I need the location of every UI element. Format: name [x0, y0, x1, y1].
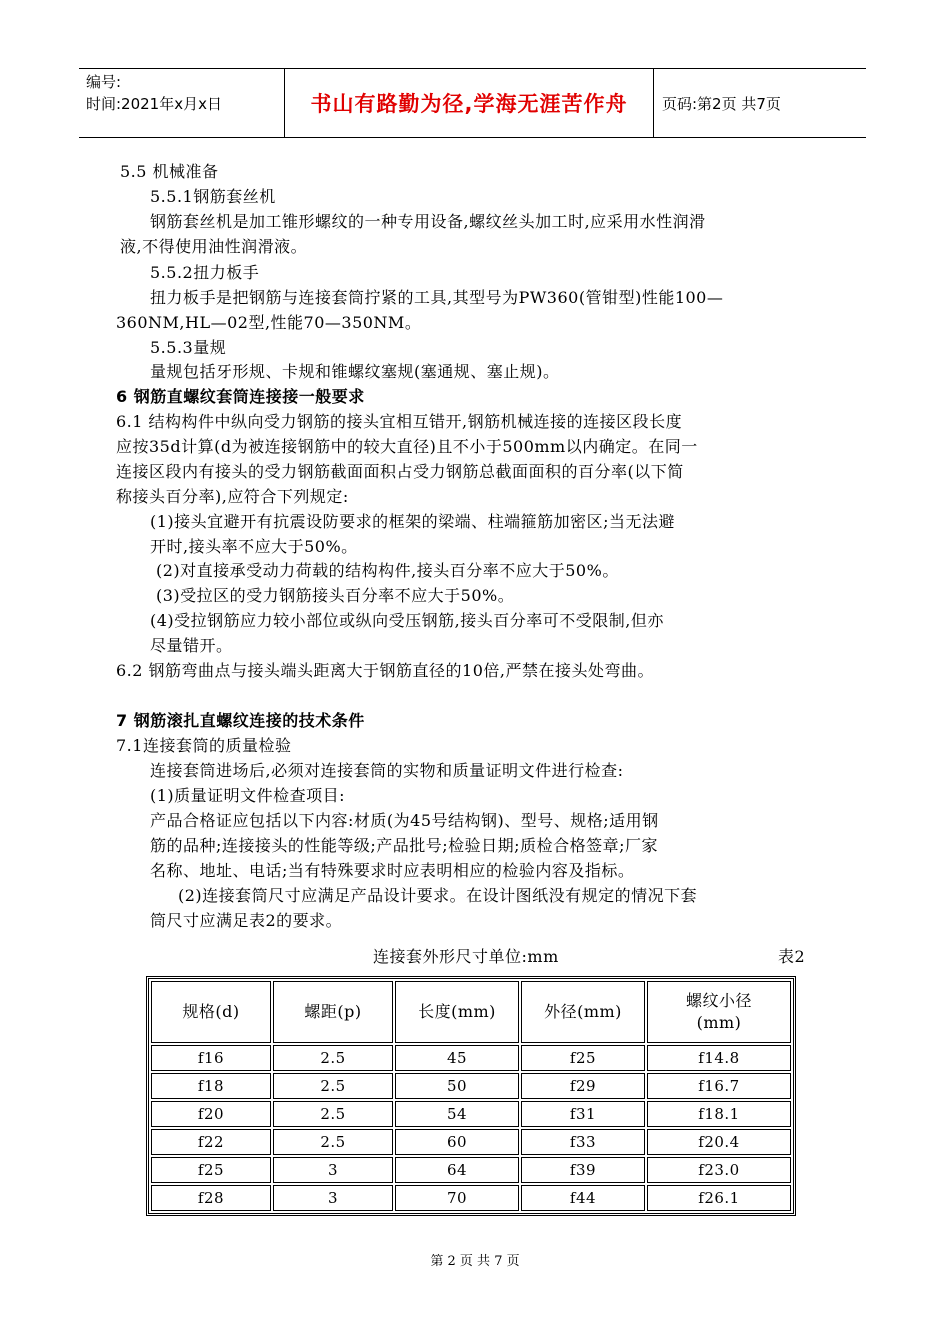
header-cell-line: 螺纹小径 [685, 991, 752, 1010]
table-cell: 70 [395, 1185, 519, 1211]
table-header-row [151, 981, 791, 1043]
table-cell: 3 [273, 1185, 393, 1211]
header-motto: 书山有路勤为径,学海无涯苦作舟 [284, 69, 654, 137]
table-cell: 64 [395, 1157, 519, 1183]
paragraph-line: 连接区段内有接头的受力钢筋截面面积占受力钢筋总截面面积的百分率(以下简 [116, 462, 684, 481]
table-cell: f20.4 [647, 1129, 791, 1155]
table-cell: f20 [151, 1101, 271, 1127]
table-cell: 50 [395, 1073, 519, 1099]
header-cell-line: (mm) [696, 1013, 742, 1032]
paragraph-line: 称接头百分率),应符合下列规定: [116, 487, 349, 506]
table-cell: 54 [395, 1101, 519, 1127]
header-page-label: 页码:第2页 共7页 [662, 94, 781, 113]
header-meta [79, 69, 284, 137]
table-cell: f44 [521, 1185, 645, 1211]
table-cell: f23.0 [647, 1157, 791, 1183]
table-row [151, 1157, 791, 1183]
table-cell: f18 [151, 1073, 271, 1099]
table-row [151, 1073, 791, 1099]
paragraph-line: 名称、地址、电话;当有特殊要求时应表明相应的检验内容及指标。 [150, 861, 635, 880]
paragraph-line: 钢筋套丝机是加工锥形螺纹的一种专用设备,螺纹丝头加工时,应采用水性润滑 [150, 212, 706, 231]
subsection-5-5-3: 5.5.3量规 [150, 338, 227, 357]
paragraph-line: (1)质量证明文件检查项目: [150, 786, 346, 805]
table-row [151, 1129, 791, 1155]
table-cell: f25 [151, 1157, 271, 1183]
table-row [151, 1185, 791, 1211]
sleeve-dimension-table [146, 976, 796, 1216]
table-row [151, 1045, 791, 1071]
table-cell: 2.5 [273, 1129, 393, 1155]
list-item: (1)接头宜避开有抗震设防要求的框架的梁端、柱端箍筋加密区;当无法避 [150, 512, 676, 531]
list-item: (2)对直接承受动力荷载的结构构件,接头百分率不应大于50%。 [156, 561, 619, 580]
header-cell: 规格(d) [151, 981, 271, 1043]
list-item: 开时,接头率不应大于50%。 [150, 537, 358, 556]
table-cell: 2.5 [273, 1073, 393, 1099]
paragraph-line: 筒尺寸应满足表2的要求。 [150, 911, 343, 930]
header-cell [647, 981, 791, 1043]
table-cell: 60 [395, 1129, 519, 1155]
table-number: 表2 [778, 947, 806, 966]
table-cell: f14.8 [647, 1045, 791, 1071]
list-item: 尽量错开。 [150, 636, 233, 655]
section-5-5-heading: 5.5 机械准备 [120, 162, 219, 181]
list-item: (3)受拉区的受力钢筋接头百分率不应大于50%。 [156, 586, 515, 605]
table-cell: f29 [521, 1073, 645, 1099]
paragraph-line: 6.2 钢筋弯曲点与接头端头距离大于钢筋直径的10倍,严禁在接头处弯曲。 [116, 661, 654, 680]
paragraph-line: 液,不得使用油性润滑液。 [120, 237, 308, 256]
subsection-5-5-1: 5.5.1钢筋套丝机 [150, 187, 276, 206]
paragraph-line: 产品合格证应包括以下内容:材质(为45号结构钢)、型号、规格;适用钢 [150, 811, 659, 830]
time-label: 时间:2021年x月x日 [86, 95, 222, 113]
paragraph-line: 量规包括牙形规、卡规和锥螺纹塞规(塞通规、塞止规)。 [150, 362, 560, 381]
table-cell: 2.5 [273, 1045, 393, 1071]
subsection-5-5-2: 5.5.2扭力板手 [150, 263, 260, 282]
number-label: 编号: [86, 73, 122, 91]
table-cell: f18.1 [647, 1101, 791, 1127]
table-cell: f39 [521, 1157, 645, 1183]
table-caption: 连接套外形尺寸单位:mm [373, 947, 559, 966]
paragraph-line: 360NM,HL—02型,性能70—350NM。 [116, 313, 422, 332]
table-cell: f16.7 [647, 1073, 791, 1099]
table-cell: f22 [151, 1129, 271, 1155]
paragraph-line: (2)连接套筒尺寸应满足产品设计要求。在设计图纸没有规定的情况下套 [178, 886, 698, 905]
table-cell: f16 [151, 1045, 271, 1071]
table-cell: f28 [151, 1185, 271, 1211]
table-cell: f25 [521, 1045, 645, 1071]
header-cell: 外径(mm) [521, 981, 645, 1043]
paragraph-line: 6.1 结构构件中纵向受力钢筋的接头宜相互错开,钢筋机械连接的连接区段长度 [116, 412, 683, 431]
section-6-heading: 6 钢筋直螺纹套筒连接接一般要求 [116, 387, 365, 406]
table-cell: 45 [395, 1045, 519, 1071]
page-footer: 第 2 页 共 7 页 [430, 1254, 520, 1269]
paragraph-line: 筋的品种;连接接头的性能等级;产品批号;检验日期;质检合格签章;厂家 [150, 836, 658, 855]
table-cell: f26.1 [647, 1185, 791, 1211]
header-cell: 螺距(p) [273, 981, 393, 1043]
list-item: (4)受拉钢筋应力较小部位或纵向受压钢筋,接头百分率可不受限制,但亦 [150, 611, 664, 630]
subsection-7-1: 7.1连接套筒的质量检验 [116, 736, 292, 755]
paragraph-line: 连接套筒进场后,必须对连接套筒的实物和质量证明文件进行检查: [150, 761, 624, 780]
table-cell: 3 [273, 1157, 393, 1183]
paragraph-line: 应按35d计算(d为被连接钢筋中的较大直径)且不小于500mm以内确定。在同一 [116, 437, 698, 456]
section-7-heading: 7 钢筋滚扎直螺纹连接的技术条件 [116, 711, 365, 730]
page-header [79, 68, 866, 138]
table-cell: f33 [521, 1129, 645, 1155]
paragraph-line: 扭力板手是把钢筋与连接套筒拧紧的工具,其型号为PW360(管钳型)性能100— [150, 288, 724, 307]
table-cell: f31 [521, 1101, 645, 1127]
table-cell: 2.5 [273, 1101, 393, 1127]
table-row [151, 1101, 791, 1127]
header-cell: 长度(mm) [395, 981, 519, 1043]
